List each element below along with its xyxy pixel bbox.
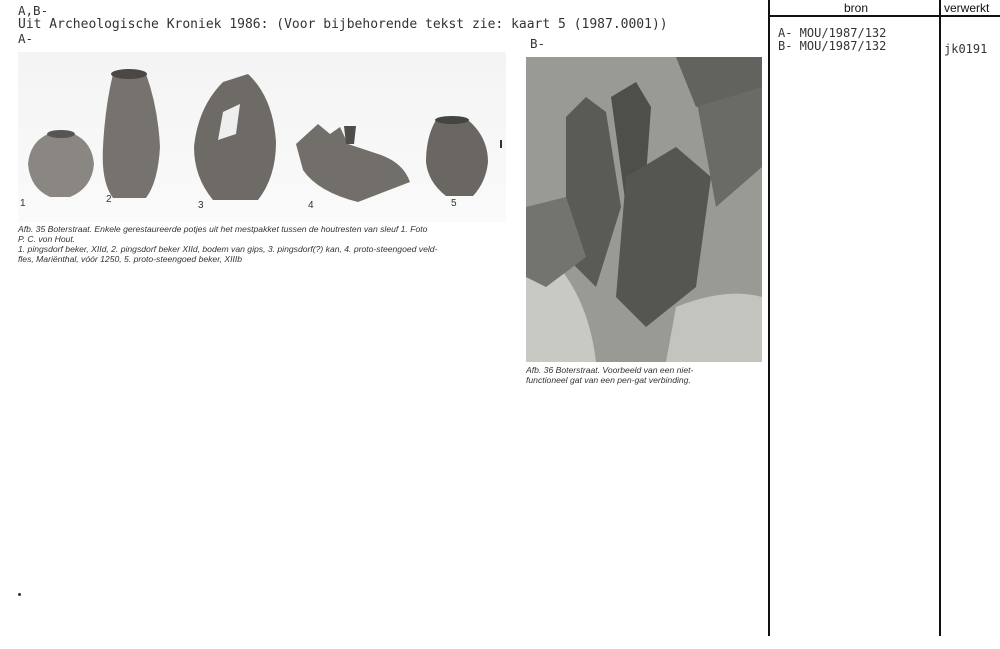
figure-a-label: A- xyxy=(18,31,34,46)
table-divider-right xyxy=(939,0,941,636)
pot-number: 4 xyxy=(308,200,314,211)
pot-number: 2 xyxy=(106,194,112,205)
document-code: A,B- xyxy=(18,3,49,18)
pot-number: 5 xyxy=(451,198,457,209)
caption-line: 1. pingsdorf beker, XIId, 2. pingsdorf beker XIId, bodem van gips, 3. pingsdorf(?) kan, 4. proto-steengoed veld- xyxy=(18,244,438,254)
column-header-bron: bron xyxy=(844,1,869,15)
timber-photo xyxy=(526,57,762,362)
figure-a-caption xyxy=(18,224,508,264)
scan-speck xyxy=(18,593,21,596)
figure-b-caption xyxy=(526,365,764,385)
source-entry-a: A- MOU/1987/132 xyxy=(778,26,887,40)
caption-line: fles, Mariënthal, vóór 1250, 5. proto-steengoed beker, XIIIb xyxy=(18,254,243,264)
processed-code: jk0191 xyxy=(944,42,988,56)
pot-number: 1 xyxy=(20,198,26,209)
table-divider-left xyxy=(768,0,770,636)
pottery-photo xyxy=(18,52,506,222)
figure-b-label: B- xyxy=(530,36,546,51)
caption-line: functioneel gat van een pen-gat verbinding. xyxy=(526,375,691,385)
pottery-illustration xyxy=(18,52,506,222)
scan-speck xyxy=(500,140,502,148)
document-title: Uit Archeologische Kroniek 1986: (Voor bijbehorende tekst zie: kaart 5 (1987.0001)) xyxy=(18,17,668,32)
caption-line: Afb. 35 Boterstraat. Enkele gerestaureerde potjes uit het mestpakket tussen de houtresten van sleuf 1. Foto xyxy=(18,224,428,234)
column-header-verwerkt: verwerkt xyxy=(944,1,990,15)
caption-line: P. C. von Hout. xyxy=(18,234,76,244)
timber-illustration xyxy=(526,57,762,362)
caption-line: Afb. 36 Boterstraat. Voorbeeld van een niet- xyxy=(526,365,694,375)
pot-number: 3 xyxy=(198,200,204,211)
table-header-rule xyxy=(768,15,1000,17)
source-entry-b: B- MOU/1987/132 xyxy=(778,39,887,53)
